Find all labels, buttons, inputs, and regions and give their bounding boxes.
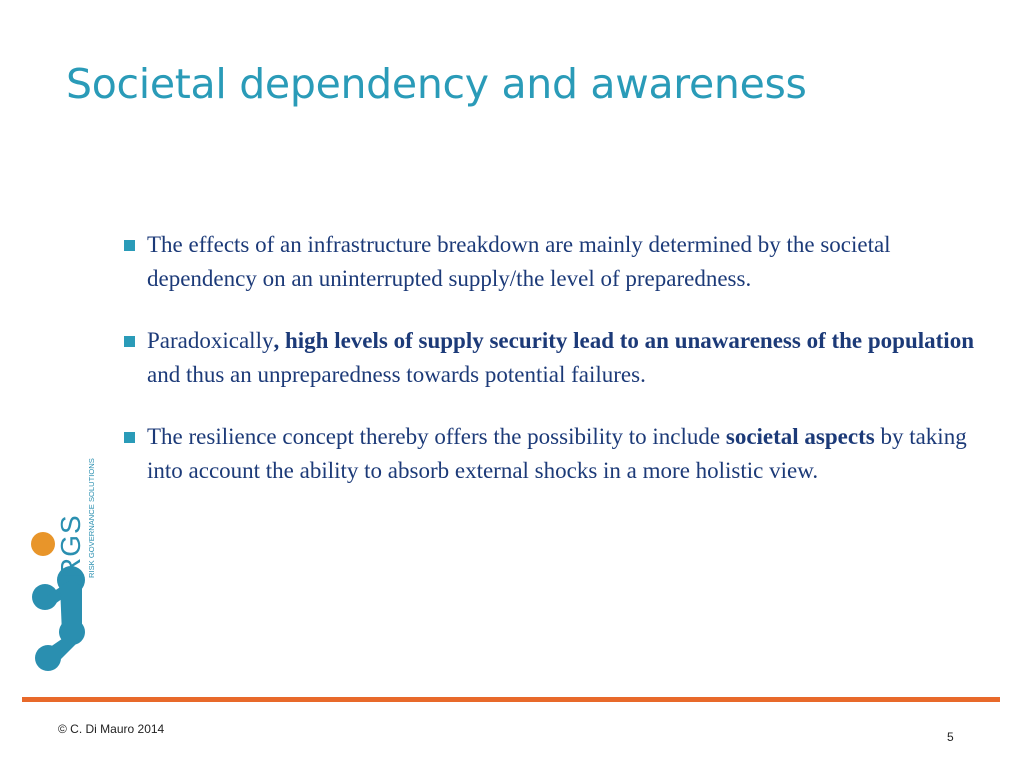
bullet-list [122,228,992,516]
rgs-logo [26,372,102,674]
bullet-text: The effects of an infrastructure breakdown are mainly determined by the societal dependency on an uninterrupted supply/the level of preparedness. [147,232,891,291]
bullet-text-tail: and thus an unpreparedness towards potential failures. [147,362,646,387]
bullet-item [122,324,992,392]
square-bullet-icon [124,240,135,251]
page-number: 5 [947,730,954,744]
logo-tagline: RISK GOVERNANCE SOLUTIONS [87,458,96,578]
bullet-item [122,420,992,488]
bullet-text-emphasis: societal aspects [725,424,875,449]
footer-divider [22,697,1000,702]
bullet-item [122,228,992,296]
bullet-text-emphasis: , high levels of supply security lead to an unawareness of the population [273,328,974,353]
bullet-text-tail: by taking into account the ability to absorb external shocks in a more holistic view. [147,424,967,483]
slide-title: Societal dependency and awareness [66,60,807,108]
copyright-text: © C. Di Mauro 2014 [58,722,165,736]
square-bullet-icon [124,432,135,443]
square-bullet-icon [124,336,135,347]
bullet-text-lead: Paradoxically [147,328,274,353]
logo-wordmark: RGS [55,514,86,578]
logo-orange-dot-icon [31,532,55,556]
logo-molecule-icon [32,566,85,671]
bullet-text-lead: The resilience concept thereby offers the possibility to include [147,424,726,449]
